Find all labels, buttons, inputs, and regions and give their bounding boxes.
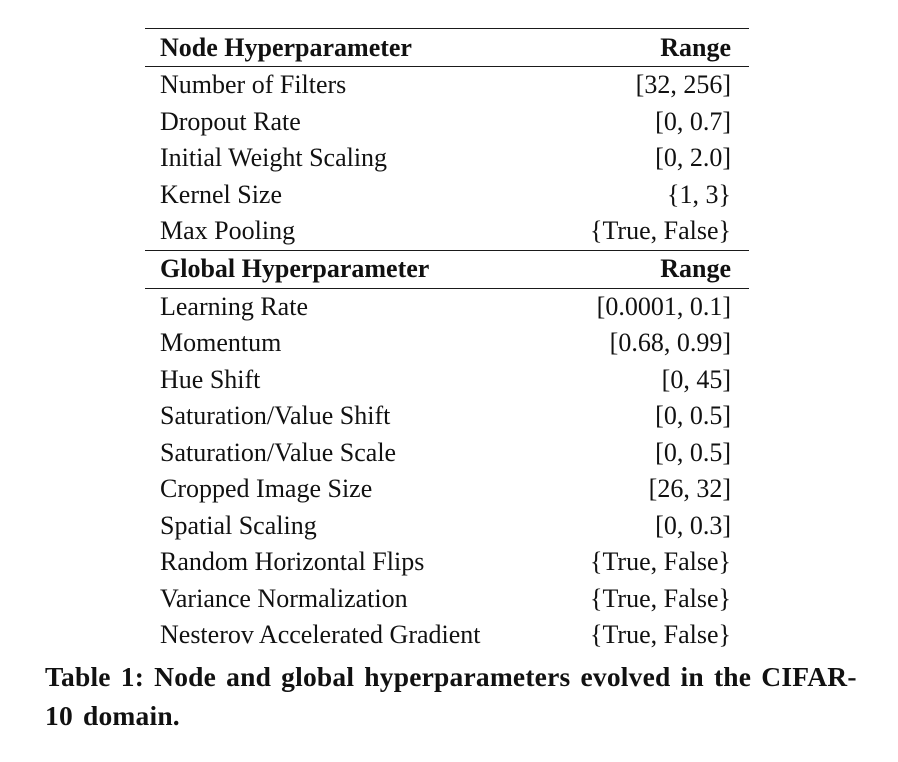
param-range: [0, 0.7]: [655, 106, 731, 136]
param-name: Learning Rate: [160, 291, 308, 321]
param-name: Hue Shift: [160, 364, 261, 394]
param-range: [0, 0.5]: [655, 437, 731, 467]
param-name: Number of Filters: [160, 70, 347, 100]
table-row: [145, 508, 749, 545]
param-range: [0, 45]: [661, 364, 731, 394]
hyperparameter-table: [145, 28, 749, 654]
table-row: [145, 67, 749, 104]
param-name: Spatial Scaling: [160, 510, 317, 540]
table-caption: Table 1: Node and global hyperparameters evolved in the CIFAR-10 domain.: [45, 661, 857, 731]
param-range: {True, False}: [589, 547, 731, 577]
table-row: [145, 544, 749, 581]
param-name: Random Horizontal Flips: [160, 547, 425, 577]
param-range: {True, False}: [589, 583, 731, 613]
table-row: [145, 435, 749, 472]
table-row: [145, 140, 749, 177]
param-range: {True, False}: [589, 216, 731, 246]
param-range: {1, 3}: [667, 179, 731, 209]
param-range: {True, False}: [589, 620, 731, 650]
header-name: Node Hyperparameter: [160, 32, 412, 62]
table-header-node: [145, 29, 749, 66]
table-row: [145, 617, 749, 654]
table-row: [145, 362, 749, 399]
param-name: Saturation/Value Scale: [160, 437, 397, 467]
table-row: [145, 325, 749, 362]
header-range: Range: [660, 254, 731, 283]
table-row: [145, 177, 749, 214]
param-range: [0, 0.3]: [655, 510, 731, 540]
table-row: [145, 213, 749, 250]
header-range: Range: [660, 32, 731, 62]
param-range: [0, 2.0]: [655, 143, 731, 173]
table-row: [145, 398, 749, 435]
param-name: Momentum: [160, 328, 282, 358]
param-name: Variance Normalization: [160, 583, 408, 613]
param-range: [32, 256]: [635, 70, 731, 100]
param-name: Initial Weight Scaling: [160, 143, 388, 173]
table-row: [145, 471, 749, 508]
table-row: [145, 581, 749, 618]
table-row: [145, 104, 749, 141]
header-name: Global Hyperparameter: [160, 254, 430, 283]
param-range: [0.0001, 0.1]: [596, 291, 731, 321]
param-name: Dropout Rate: [160, 106, 301, 136]
param-range: [0.68, 0.99]: [609, 328, 731, 358]
param-name: Kernel Size: [160, 179, 283, 209]
param-name: Saturation/Value Shift: [160, 401, 391, 431]
param-name: Max Pooling: [160, 216, 296, 246]
table-row: [145, 289, 749, 326]
param-name: Cropped Image Size: [160, 474, 373, 504]
param-range: [26, 32]: [648, 474, 731, 504]
table-header-global: [145, 251, 749, 288]
param-range: [0, 0.5]: [655, 401, 731, 431]
param-name: Nesterov Accelerated Gradient: [160, 620, 481, 650]
